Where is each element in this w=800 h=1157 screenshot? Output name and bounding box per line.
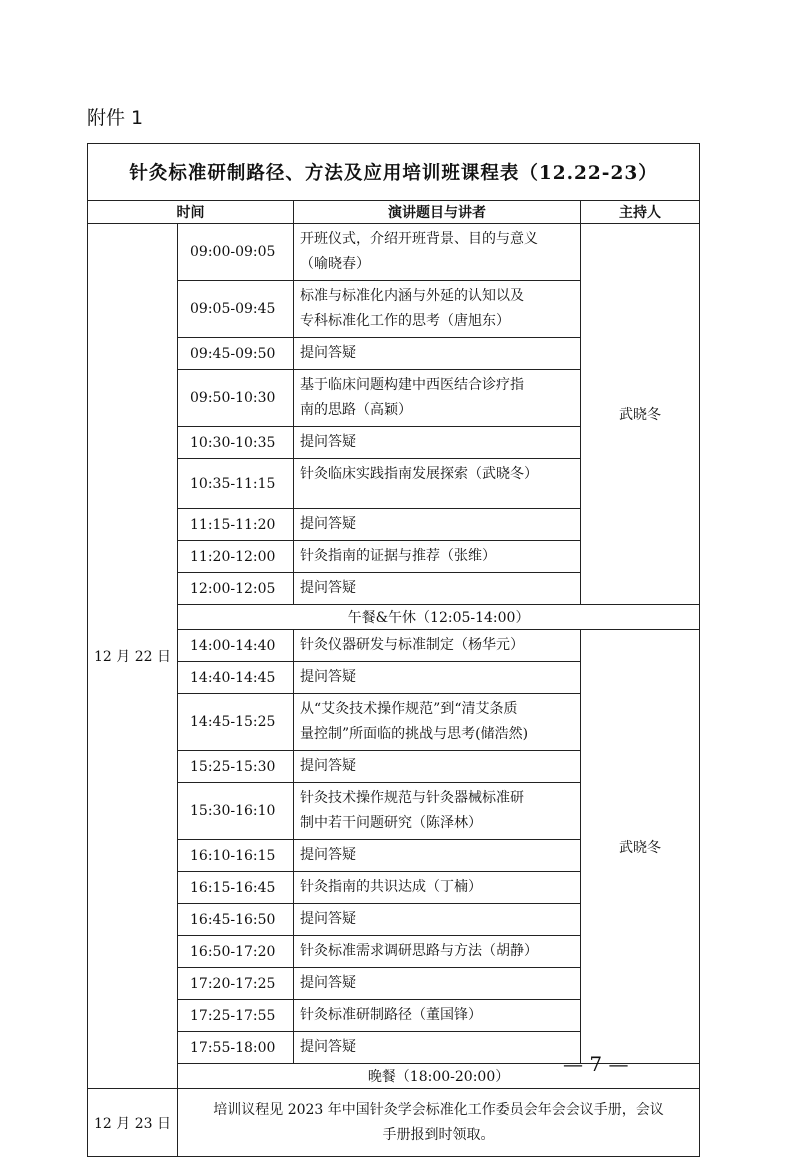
session-topic xyxy=(294,904,581,936)
session-topic xyxy=(294,224,581,281)
session-time: 10:30-10:35 xyxy=(178,427,294,459)
dinner-break: 晚餐（18:00-20:00） xyxy=(178,1064,700,1089)
session-time: 10:35-11:15 xyxy=(178,459,294,509)
session-time: 16:15-16:45 xyxy=(178,872,294,904)
session-time: 16:45-16:50 xyxy=(178,904,294,936)
session-topic xyxy=(294,751,581,783)
session-topic-line: 提问答疑 xyxy=(300,975,356,991)
session-topic xyxy=(294,1032,581,1064)
session-topic-line: 针灸仪器研发与标准制定（杨华元） xyxy=(300,637,524,653)
session-host: 武晓冬 xyxy=(581,224,700,605)
session-topic xyxy=(294,370,581,427)
session-topic-line: 提问答疑 xyxy=(300,847,356,863)
attachment-label: 附件 1 xyxy=(87,107,144,129)
session-topic-line: 提问答疑 xyxy=(300,580,356,596)
session-topic-line: 提问答疑 xyxy=(300,758,356,774)
session-topic xyxy=(294,281,581,338)
session-row xyxy=(88,630,700,662)
session-topic-line: 针灸标准研制路径（董国锋） xyxy=(300,1007,482,1023)
session-topic xyxy=(294,968,581,1000)
session-time: 11:20-12:00 xyxy=(178,541,294,573)
session-topic-line: （喻晓春） xyxy=(300,256,370,272)
session-topic-line: 从“艾灸技术操作规范”到“清艾条质 xyxy=(300,701,518,717)
session-time: 14:40-14:45 xyxy=(178,662,294,694)
session-topic-line: 标准与标准化内涵与外延的认知以及 xyxy=(300,288,524,304)
session-time: 16:10-16:15 xyxy=(178,840,294,872)
header-topic: 演讲题目与讲者 xyxy=(294,201,581,224)
day2-row xyxy=(88,1089,700,1157)
session-time: 09:50-10:30 xyxy=(178,370,294,427)
session-time: 16:50-17:20 xyxy=(178,936,294,968)
session-topic xyxy=(294,630,581,662)
session-time: 14:00-14:40 xyxy=(178,630,294,662)
header-host: 主持人 xyxy=(581,201,700,224)
session-time: 11:15-11:20 xyxy=(178,509,294,541)
header-row xyxy=(88,201,700,224)
day-date: 12 月 23 日 xyxy=(88,1089,178,1157)
session-topic-line: 专科标准化工作的思考（唐旭东） xyxy=(300,313,510,329)
session-topic-line: 量控制”所面临的挑战与思考(储浩然) xyxy=(300,726,529,742)
session-topic xyxy=(294,573,581,605)
session-time: 09:00-09:05 xyxy=(178,224,294,281)
session-topic-line: 提问答疑 xyxy=(300,434,356,450)
session-time: 17:20-17:25 xyxy=(178,968,294,1000)
session-host: 武晓冬 xyxy=(581,630,700,1064)
session-topic xyxy=(294,783,581,840)
session-topic-line: 提问答疑 xyxy=(300,669,356,685)
day-date: 12 月 22 日 xyxy=(88,224,178,1089)
page-number: — 7 — xyxy=(563,1052,629,1076)
session-topic-line: 针灸指南的共识达成（丁楠） xyxy=(300,879,482,895)
session-topic xyxy=(294,459,581,509)
session-topic xyxy=(294,427,581,459)
session-topic-line: 提问答疑 xyxy=(300,1039,356,1055)
session-topic xyxy=(294,694,581,751)
session-topic-line: 制中若干问题研究（陈泽林） xyxy=(300,815,482,831)
session-topic xyxy=(294,840,581,872)
session-time: 17:55-18:00 xyxy=(178,1032,294,1064)
header-time: 时间 xyxy=(88,201,294,224)
session-topic xyxy=(294,509,581,541)
session-time: 12:00-12:05 xyxy=(178,573,294,605)
day2-note xyxy=(178,1089,700,1157)
session-topic xyxy=(294,662,581,694)
course-schedule-table xyxy=(87,143,700,1157)
session-topic-line: 针灸标准需求调研思路与方法（胡静） xyxy=(300,943,538,959)
session-time: 14:45-15:25 xyxy=(178,694,294,751)
day2-note-line: 手册报到时领取。 xyxy=(382,1126,495,1143)
session-topic-line: 提问答疑 xyxy=(300,345,356,361)
session-topic-line: 南的思路（高颖） xyxy=(300,402,412,418)
session-topic-line: 基于临床问题构建中西医结合诊疗指 xyxy=(300,377,524,393)
session-topic-line: 针灸指南的证据与推荐（张维） xyxy=(300,548,496,564)
lunch-break: 午餐&午休（12:05-14:00） xyxy=(178,605,700,630)
session-topic xyxy=(294,872,581,904)
session-topic xyxy=(294,541,581,573)
table-title: 针灸标准研制路径、方法及应用培训班课程表（12.22-23） xyxy=(88,144,700,201)
session-topic xyxy=(294,936,581,968)
session-time: 15:25-15:30 xyxy=(178,751,294,783)
session-topic-line: 提问答疑 xyxy=(300,911,356,927)
session-topic-line: 针灸临床实践指南发展探索（武晓冬） xyxy=(300,466,538,482)
session-time: 15:30-16:10 xyxy=(178,783,294,840)
session-time: 09:05-09:45 xyxy=(178,281,294,338)
session-topic-line: 针灸技术操作规范与针灸器械标准研 xyxy=(300,790,524,806)
session-row xyxy=(88,224,700,281)
session-time: 17:25-17:55 xyxy=(178,1000,294,1032)
day2-note-line: 培训议程见 2023 年中国针灸学会标准化工作委员会年会会议手册，会议 xyxy=(213,1101,664,1118)
session-topic-line: 开班仪式，介绍开班背景、目的与意义 xyxy=(300,231,538,247)
session-topic xyxy=(294,1000,581,1032)
lunch-break-row xyxy=(88,605,700,630)
session-time: 09:45-09:50 xyxy=(178,338,294,370)
session-topic xyxy=(294,338,581,370)
session-topic-line: 提问答疑 xyxy=(300,516,356,532)
